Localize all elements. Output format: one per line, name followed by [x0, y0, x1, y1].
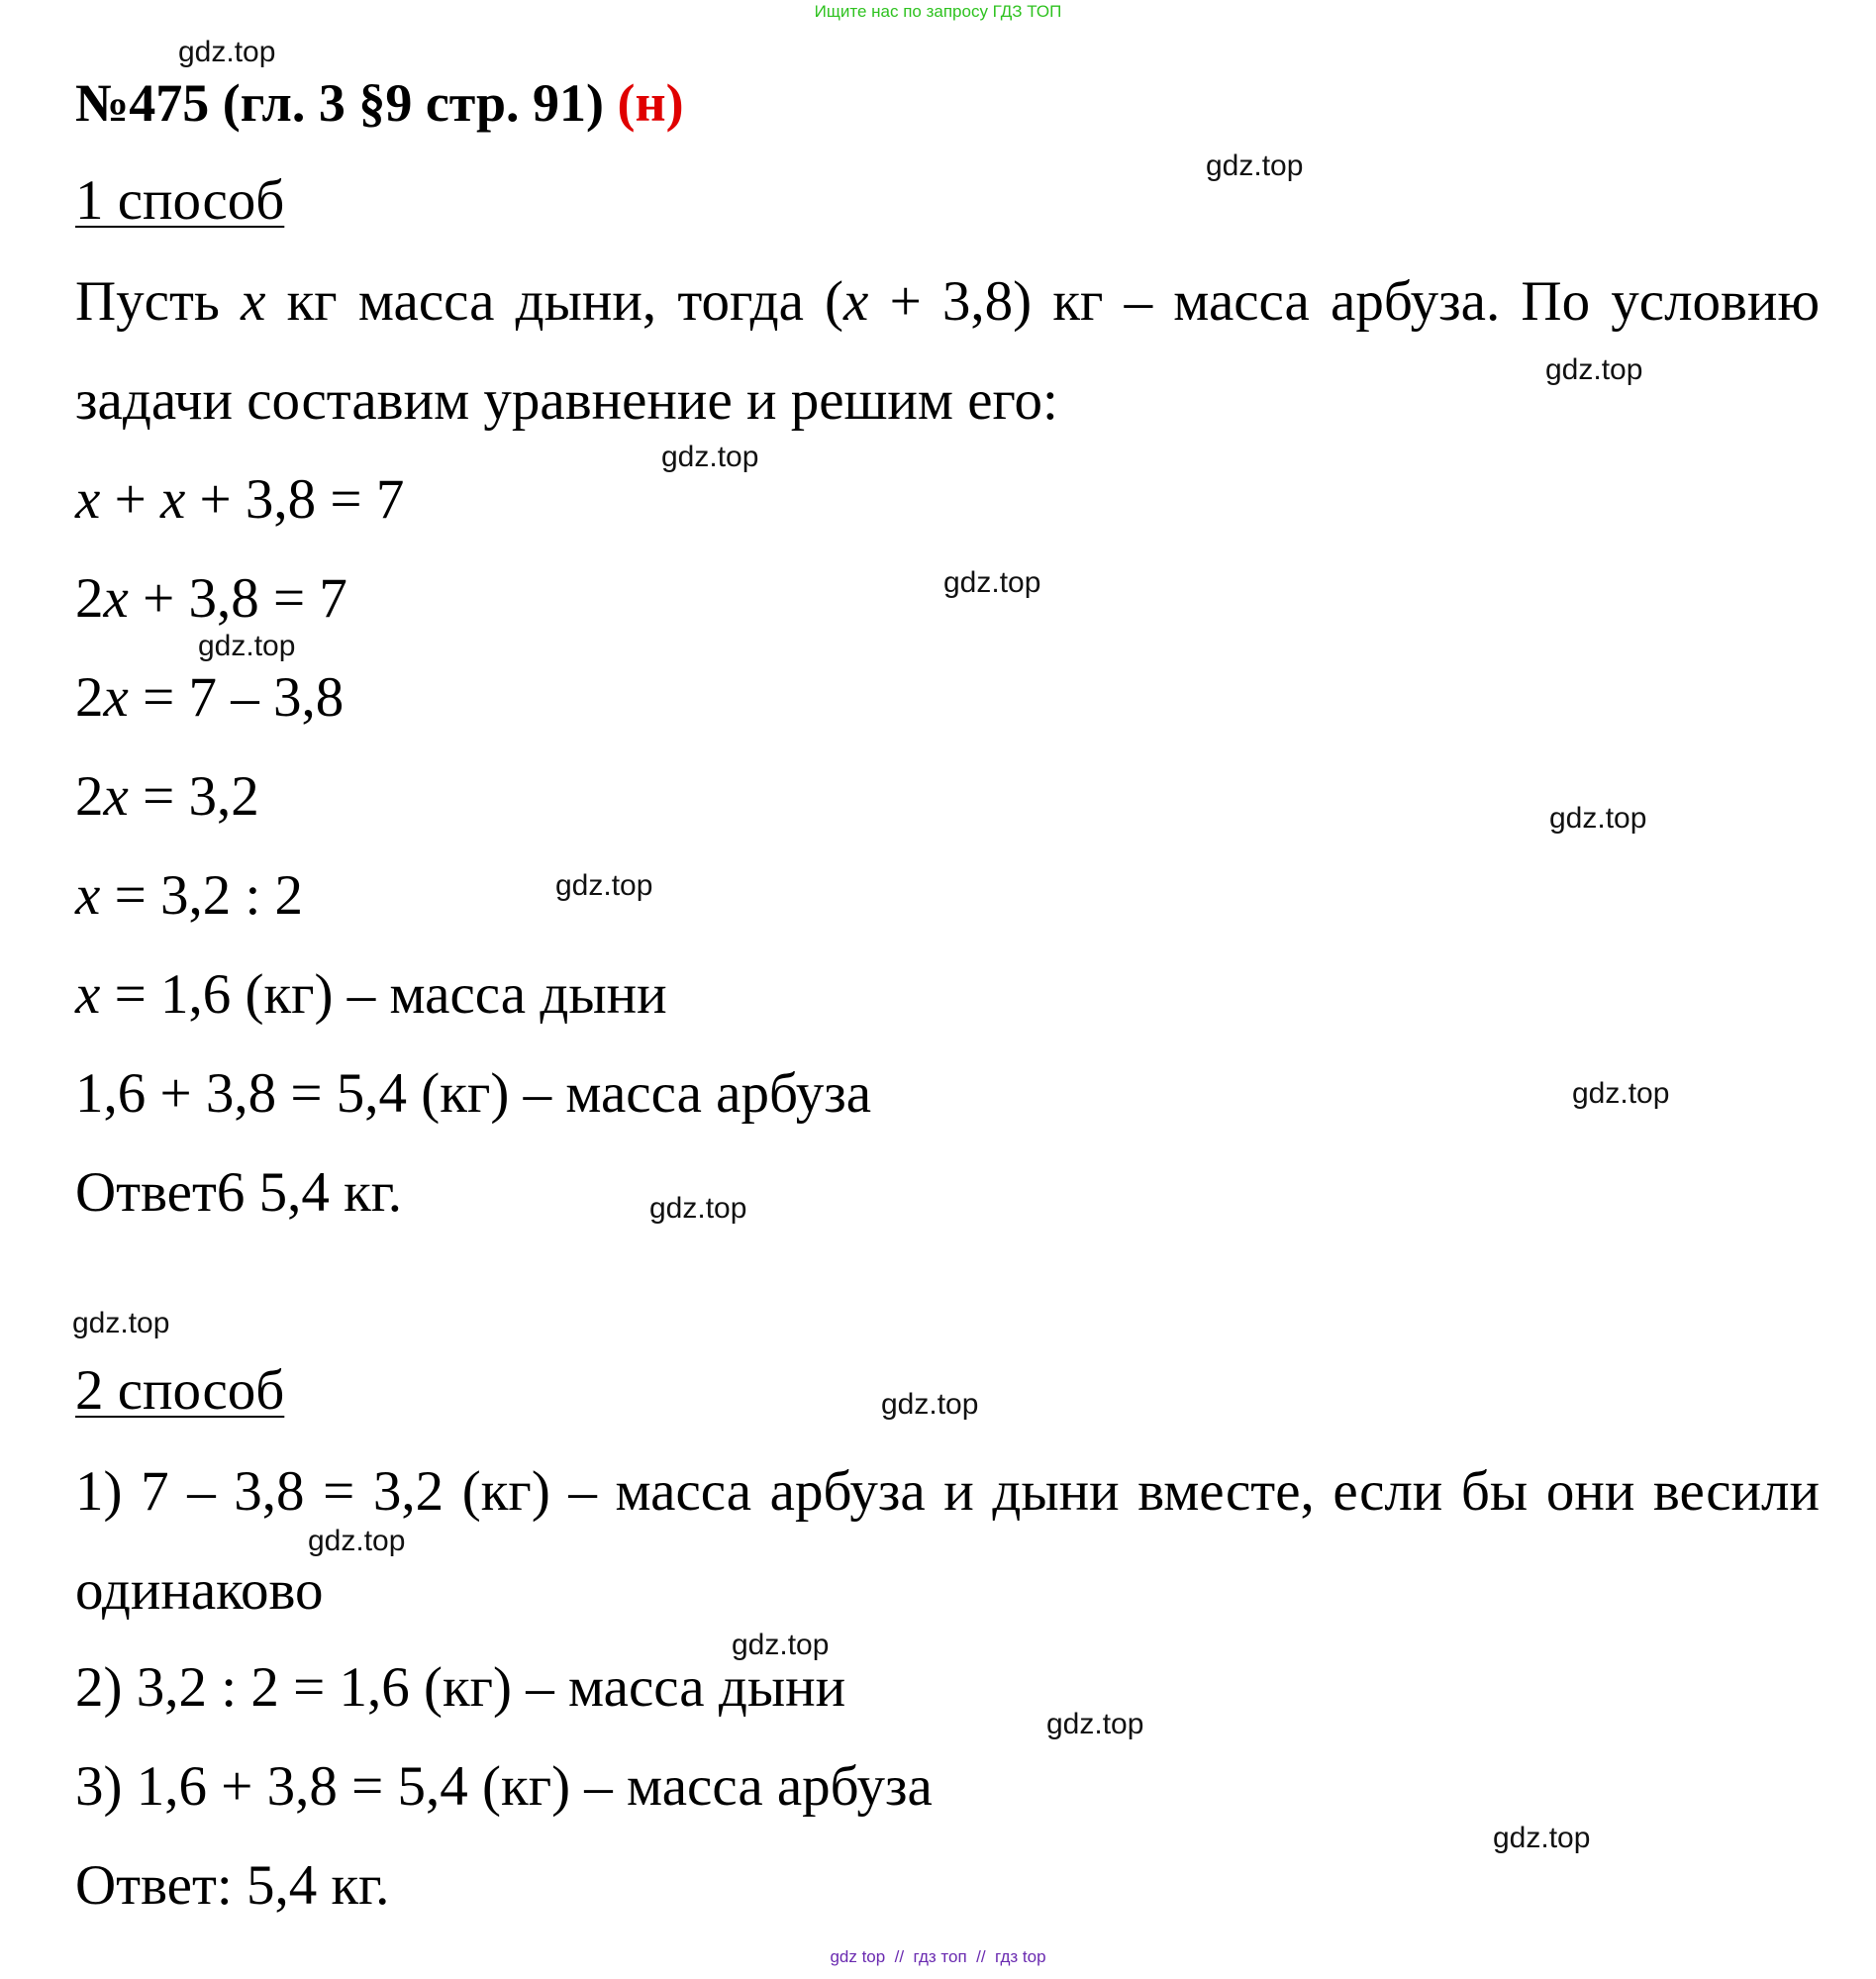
eq1-x2: x	[159, 468, 186, 531]
watermark: gdz.top	[732, 1629, 830, 1661]
equation-6	[75, 962, 667, 1027]
method1-intro	[75, 252, 1820, 450]
eq1-plus: +	[100, 468, 160, 531]
method1-heading: 1 способ	[75, 169, 285, 232]
eq4-rest: = 3,2	[128, 765, 259, 828]
watermark: gdz.top	[308, 1525, 406, 1557]
equation-7: 1,6 + 3,8 = 5,4 (кг) – масса арбуза	[75, 1062, 872, 1125]
watermark: gdz.top	[555, 869, 653, 902]
watermark: gdz.top	[1493, 1822, 1591, 1854]
eq1-rest: + 3,8 = 7	[185, 468, 405, 531]
watermark: gdz.top	[881, 1388, 979, 1421]
watermark: gdz.top	[178, 36, 276, 68]
eq6-rest: = 1,6 (кг) – масса дыни	[100, 963, 667, 1026]
equation-2	[75, 566, 347, 631]
eq6-x: x	[75, 963, 101, 1026]
eq3-rest: = 7 – 3,8	[128, 666, 345, 729]
watermark: gdz.top	[198, 630, 296, 662]
title-text: №475 (гл. 3 §9 стр. 91)	[75, 73, 604, 133]
intro-part2: кг масса дыни, тогда (	[286, 270, 844, 333]
equation-5	[75, 863, 303, 928]
watermark: gdz.top	[1046, 1708, 1144, 1740]
method1-answer: Ответ6 5,4 кг.	[75, 1161, 403, 1224]
watermark: gdz.top	[1206, 149, 1304, 182]
equation-4	[75, 764, 259, 829]
method2-step2: 2) 3,2 : 2 = 1,6 (кг) – масса дыни	[75, 1656, 846, 1719]
problem-title	[75, 72, 684, 134]
equation-1	[75, 467, 404, 532]
watermark: gdz.top	[649, 1192, 747, 1225]
eq4-coef: 2	[75, 765, 104, 828]
watermark: gdz.top	[1545, 353, 1643, 386]
eq4-x: x	[103, 765, 129, 828]
eq2-rest: + 3,8 = 7	[128, 567, 347, 630]
eq2-x: x	[103, 567, 129, 630]
watermark: gdz.top	[661, 441, 759, 473]
title-mark: (н)	[617, 73, 684, 133]
eq3-coef: 2	[75, 666, 104, 729]
method2-answer: Ответ: 5,4 кг.	[75, 1854, 390, 1917]
equation-3	[75, 665, 344, 730]
intro-var-x2: x	[843, 270, 869, 333]
top-banner: Ищите нас по запросу ГДЗ ТОП	[814, 2, 1062, 21]
watermark: gdz.top	[943, 566, 1041, 599]
intro-part3: + 3,8) кг – масса арбуза. По условию задачи составим уравнение и решим его:	[75, 270, 1821, 432]
bottom-banner: gdz top // гдз топ // гдз top	[830, 1947, 1046, 1966]
method2-heading: 2 способ	[75, 1359, 285, 1422]
eq5-x: x	[75, 864, 101, 927]
eq3-x: x	[103, 666, 129, 729]
eq2-coef: 2	[75, 567, 104, 630]
eq1-x: x	[75, 468, 101, 531]
method2-step1: 1) 7 – 3,8 = 3,2 (кг) – масса арбуза и дыни вместе, если бы они весили одинаково	[75, 1460, 1820, 1622]
watermark: gdz.top	[1572, 1077, 1670, 1110]
method2-step3: 3) 1,6 + 3,8 = 5,4 (кг) – масса арбуза	[75, 1755, 933, 1818]
intro-var-x: x	[241, 270, 266, 333]
intro-part1: Пусть	[75, 270, 220, 333]
eq5-rest: = 3,2 : 2	[100, 864, 304, 927]
watermark: gdz.top	[1549, 802, 1647, 835]
watermark: gdz.top	[72, 1307, 170, 1339]
